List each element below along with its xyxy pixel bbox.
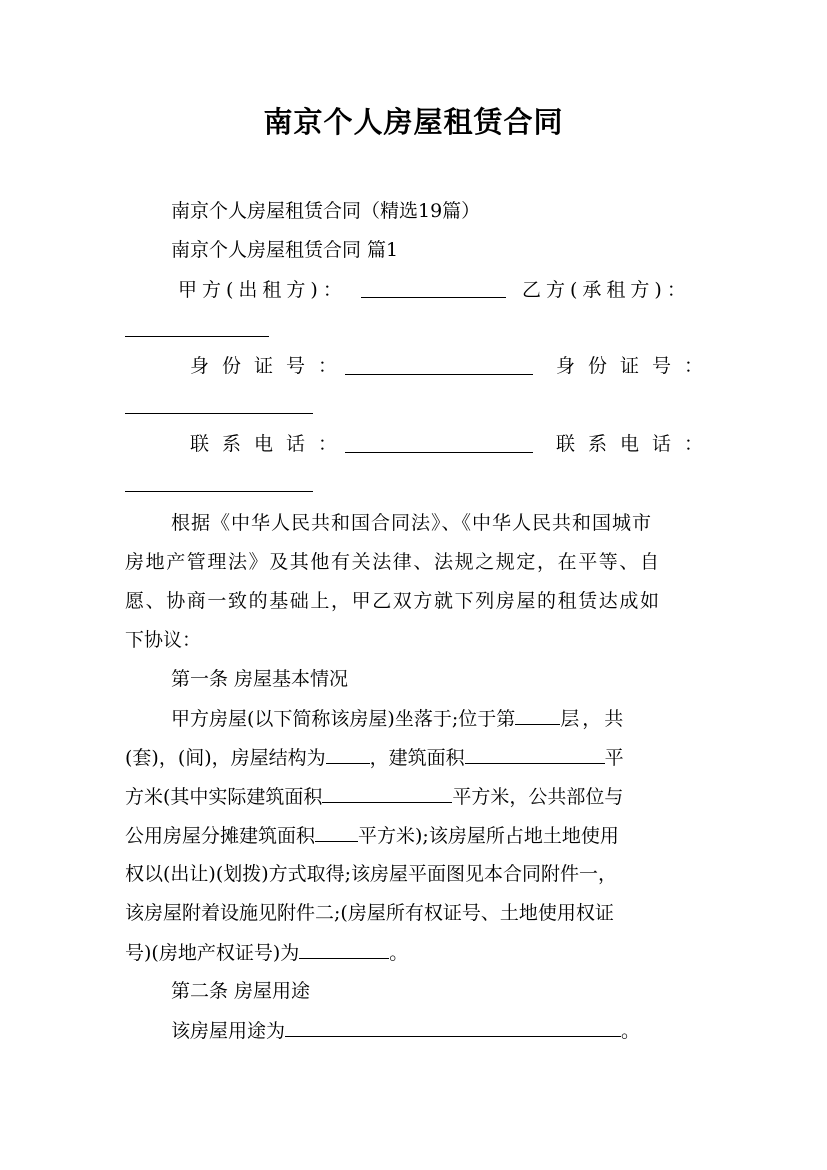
article-2-line-1-text-b: 。 [621, 1020, 641, 1042]
article-1-line-3-text-a: 方米(其中实际建筑面积 [125, 786, 323, 808]
article-1-line-3 [125, 784, 715, 809]
article-1-line-5: 权以(出让)(划拨)方式取得;该房屋平面图见本合同附件一， [125, 863, 618, 885]
article-1-line-4 [125, 823, 715, 848]
id-b-label: 身份证号： [556, 355, 717, 377]
article-1-line-7-text-b: 。 [389, 942, 409, 964]
phone-a-blank [345, 452, 533, 453]
party-a-label: 甲方(出租方)： [178, 279, 347, 301]
id-a-blank [345, 374, 533, 375]
party-a-blank [361, 297, 506, 298]
article-1-line-2-text-c: 平 [604, 747, 624, 769]
part-heading: 南京个人房屋租赁合同 篇1 [171, 239, 399, 261]
certificate-blank [299, 940, 389, 959]
article-1-line-4-text-a: 公用房屋分摊建筑面积 [125, 825, 316, 847]
id-b-blank [125, 413, 313, 414]
article-1-line-2-text-a: (套)，(间)，房屋结构为 [125, 747, 326, 769]
actual-area-blank [322, 784, 452, 803]
area-blank [465, 745, 605, 764]
party-b-blank [125, 336, 269, 337]
shared-area-blank [315, 823, 358, 842]
article-2-heading: 第二条 房屋用途 [171, 980, 311, 1002]
usage-blank [285, 1018, 621, 1037]
document-title: 南京个人房屋租赁合同 [263, 105, 564, 139]
article-1-line-1-text-a: 甲方房屋(以下简称该房屋)坐落于;位于第 [171, 708, 516, 730]
article-1-line-6: 该房屋附着设施见附件二;(房屋所有权证号、土地使用权证 [125, 902, 614, 924]
floor-blank [515, 706, 560, 725]
party-b-label: 乙方(承租方)： [522, 279, 691, 301]
article-1-line-1 [171, 706, 715, 731]
intro-line-4: 下协议： [125, 629, 202, 651]
article-1-heading: 第一条 房屋基本情况 [171, 668, 349, 690]
article-1-line-1-text-b: 层，共 [560, 708, 627, 730]
phone-a-label: 联系电话： [190, 433, 351, 455]
article-2-line-1-text-a: 该房屋用途为 [171, 1020, 286, 1042]
structure-blank [326, 745, 370, 764]
intro-line-2: 房地产管理法》及其他有关法律、法规之规定，在平等、自 [125, 551, 661, 573]
article-1-line-2-text-b: ，建筑面积 [369, 747, 465, 769]
article-1-line-7-text-a: 号)(房地产权证号)为 [125, 942, 300, 964]
phone-b-blank [125, 491, 313, 492]
id-a-label: 身份证号： [190, 355, 351, 377]
article-1-line-3-text-b: 平方米，公共部位与 [452, 786, 624, 808]
document-subtitle: 南京个人房屋租赁合同（精选19篇） [171, 200, 481, 222]
article-1-line-4-text-b: 平方米);该房屋所占地土地使用 [358, 825, 619, 847]
article-1-line-7 [125, 940, 715, 965]
intro-line-3: 愿、协商一致的基础上，甲乙双方就下列房屋的租赁达成如 [125, 590, 661, 612]
phone-b-label: 联系电话： [556, 433, 717, 455]
article-1-line-2 [125, 745, 715, 770]
article-2-line-1 [171, 1018, 715, 1043]
intro-line-1: 根据《中华人民共和国合同法》、《中华人民共和国城市 [171, 512, 653, 534]
